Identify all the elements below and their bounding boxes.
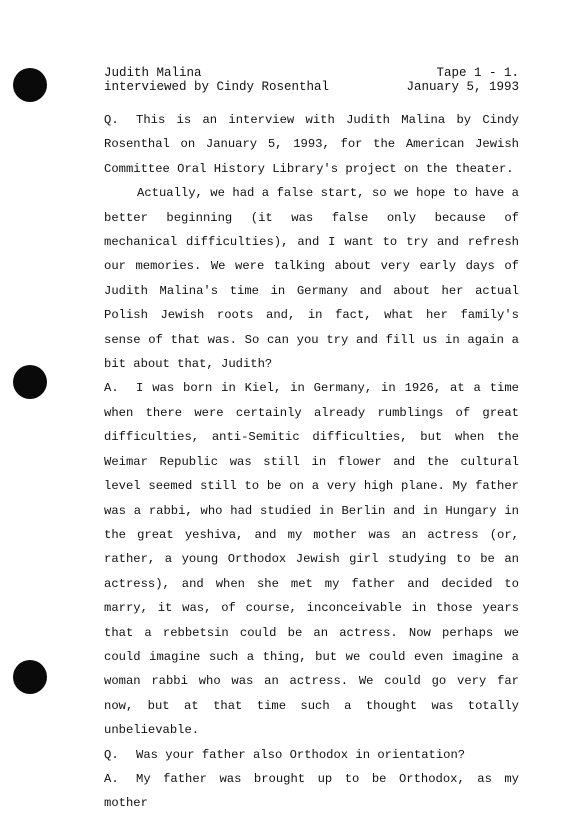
- paragraph-text: This is an interview with Judith Malina by Cindy Rosenthal on January 5, 1993, for the American Jewish Committee Oral History Library's project on the theater.: [104, 113, 519, 176]
- punch-hole-middle: [13, 365, 47, 399]
- speaker-label: Q.: [104, 113, 119, 127]
- speaker-label: Q.: [104, 747, 119, 762]
- paragraph-text: My father was brought up to be Orthodox, as my mother: [104, 771, 519, 811]
- header-right: [406, 66, 519, 94]
- transcript-paragraph: [104, 376, 519, 742]
- header-left: [104, 66, 329, 94]
- paragraph-text: Was your father also Orthodox in orientation?: [136, 747, 466, 762]
- transcript-paragraph: [104, 743, 519, 767]
- transcript-body: [104, 108, 519, 816]
- header-name: Judith Malina: [104, 66, 202, 80]
- punch-hole-top: [13, 68, 47, 102]
- punch-hole-bottom: [13, 660, 47, 694]
- transcript-paragraph: [104, 767, 519, 816]
- paragraph-text: I was born in Kiel, in Germany, in 1926, at a time when there were certainly already rumblings of great difficulties, anti-Semitic difficulties, but when the Weimar Republic was still in flower and the cultural level seemed still to be on a very high plane. My father was a rabbi, who had studied in Berlin and in Hungary in the great yeshiva, and my mother was an actress (or, rather, a young Orthodox Jewish girl studying to be an actress), and when she met my father and decided to marry, it was, of course, inconceivable in those years that a rebbetsin could be an actress. Now perhaps we could imagine such a thing, but we could even imagine a woman rabbi who was an actress. We could go very far now, but at that time such a thought was totally unbelievable.: [104, 381, 519, 738]
- transcript-paragraph: [104, 181, 519, 376]
- speaker-label: A.: [104, 381, 119, 396]
- paragraph-text: Actually, we had a false start, so we hope to have a better beginning (it was false only because of mechanical difficulties), and I want to try and refresh our memories. We were talking about very early days of Judith Malina's time in Germany and about her actual Polish Jewish roots and, in fact, what her family's sense of that was. So can you try and fill us in again a bit about that, Judith?: [104, 186, 519, 372]
- transcript-paragraph: [104, 108, 519, 181]
- header-interviewer: interviewed by Cindy Rosenthal: [104, 80, 330, 94]
- header-date: January 5, 1993: [406, 80, 519, 94]
- speaker-label: A.: [104, 771, 119, 786]
- header-tape: Tape 1 - 1.: [436, 66, 519, 80]
